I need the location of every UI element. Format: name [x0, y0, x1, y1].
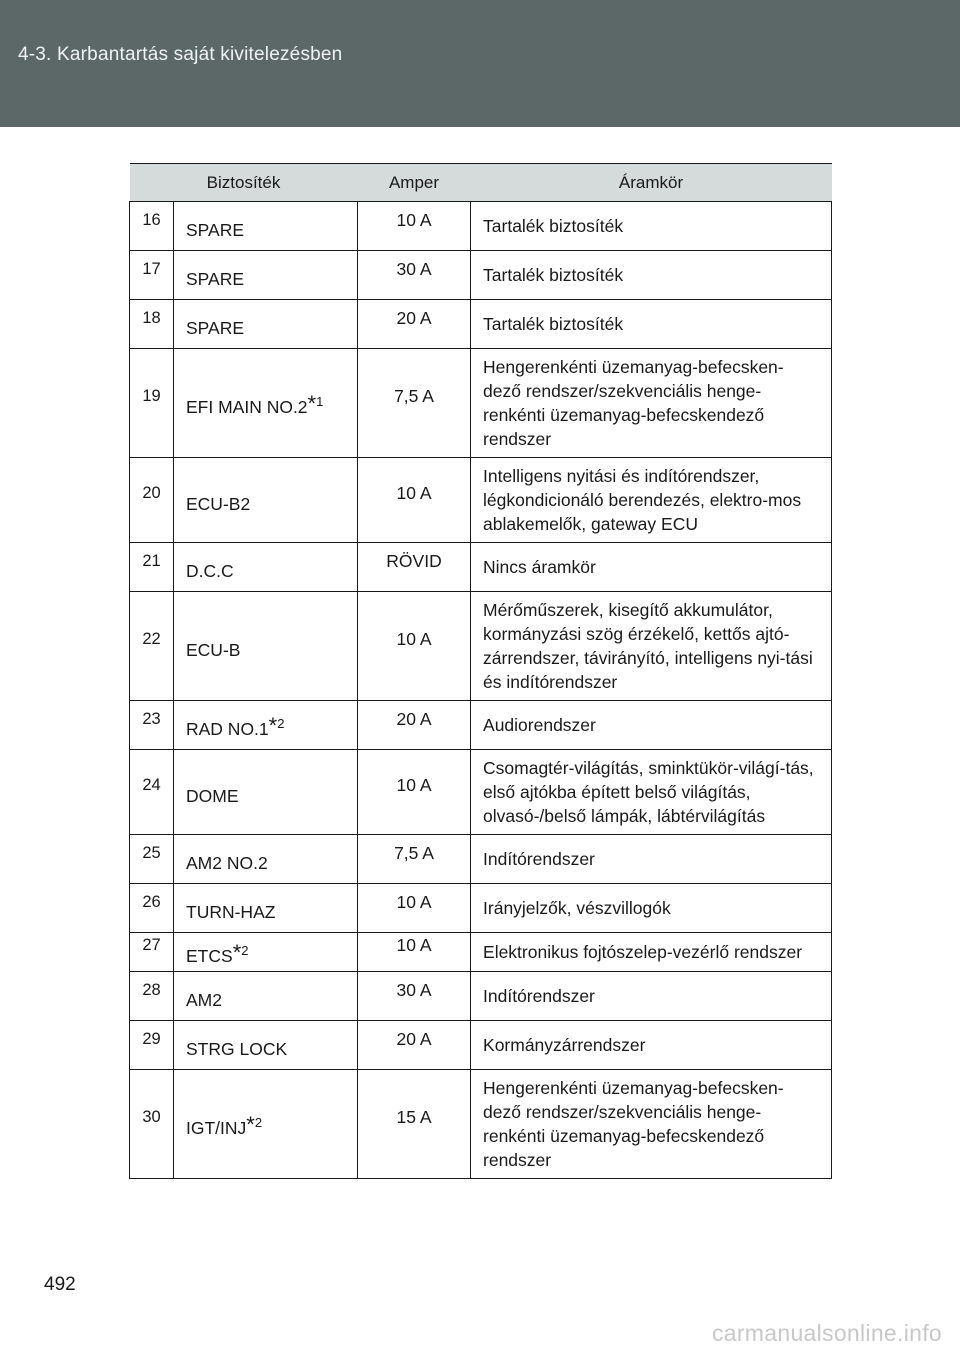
- column-header-circuit: Áramkör: [471, 164, 832, 202]
- watermark: carmanualsonline.info: [711, 1320, 942, 1346]
- fuse-number: 25: [130, 835, 174, 884]
- fuse-name-text: STRG LOCK: [186, 1039, 288, 1059]
- fuse-name: [174, 701, 358, 750]
- fuse-name-text: IGT/INJ: [186, 1118, 247, 1138]
- table-row: [130, 1070, 832, 1179]
- fuse-amperage: 10 A: [358, 592, 471, 701]
- fuse-amperage: 30 A: [358, 251, 471, 300]
- fuse-name-text: SPARE: [186, 318, 245, 338]
- table-row: [130, 1021, 832, 1070]
- fuse-number: 26: [130, 884, 174, 933]
- fuse-number: 23: [130, 701, 174, 750]
- table-row: [130, 933, 832, 972]
- table-row: [130, 458, 832, 543]
- fuse-number: 29: [130, 1021, 174, 1070]
- fuse-circuit: Audiorendszer: [471, 701, 832, 750]
- column-header-amper: Amper: [358, 164, 471, 202]
- fuse-name: [174, 251, 358, 300]
- fuse-amperage: 10 A: [358, 202, 471, 251]
- fuse-number: 27: [130, 933, 174, 972]
- fuse-number: 21: [130, 543, 174, 592]
- fuse-circuit: Tartalék biztosíték: [471, 251, 832, 300]
- fuse-amperage: 10 A: [358, 933, 471, 972]
- fuse-name-text: DOME: [186, 786, 239, 806]
- footnote-mark: 2: [254, 1115, 263, 1130]
- footnote-mark: 2: [277, 716, 285, 731]
- fuse-circuit: Hengerenkénti üzemanyag-befecsken-dező rendszer/szekvenciális henge-renkénti üzemanyag-befecskendező rendszer: [471, 1070, 832, 1179]
- fuse-name-text: EFI MAIN NO.2: [186, 397, 308, 417]
- fuse-name-text: SPARE: [186, 269, 245, 289]
- fuse-name: [174, 202, 358, 251]
- table-row: [130, 543, 832, 592]
- fuse-amperage: 10 A: [358, 750, 471, 835]
- table-row: [130, 251, 832, 300]
- header-band: [0, 0, 960, 127]
- fuse-name-text: SPARE: [186, 220, 245, 240]
- fuse-number: 28: [130, 972, 174, 1021]
- fuse-number: 18: [130, 300, 174, 349]
- table-body: [130, 202, 832, 1179]
- footnote-asterisk-icon: *: [268, 713, 278, 738]
- fuse-name: [174, 592, 358, 701]
- fuse-name-text: ETCS: [186, 946, 233, 966]
- footnote-mark: 2: [241, 943, 249, 958]
- fuse-number: 17: [130, 251, 174, 300]
- fuse-amperage: 10 A: [358, 458, 471, 543]
- fuse-amperage: 15 A: [358, 1070, 471, 1179]
- fuse-amperage: 7,5 A: [358, 835, 471, 884]
- section-title: 4-3. Karbantartás saját kivitelezésben: [18, 44, 343, 65]
- fuse-circuit: Irányjelzők, vészvillogók: [471, 884, 832, 933]
- footnote-mark: 1: [316, 394, 324, 409]
- fuse-number: 20: [130, 458, 174, 543]
- page-number: 492: [44, 1274, 76, 1295]
- fuse-name-text: AM2 NO.2: [186, 853, 268, 873]
- fuse-name: [174, 300, 358, 349]
- fuse-name: [174, 835, 358, 884]
- fuse-circuit: Tartalék biztosíték: [471, 202, 832, 251]
- fuse-number: 16: [130, 202, 174, 251]
- table-row: [130, 300, 832, 349]
- fuse-amperage: 7,5 A: [358, 349, 471, 458]
- fuse-amperage: 30 A: [358, 972, 471, 1021]
- fuse-name: [174, 458, 358, 543]
- table-row: [130, 349, 832, 458]
- fuse-name-text: TURN-HAZ: [186, 902, 276, 922]
- fuse-number: 22: [130, 592, 174, 701]
- fuse-amperage: 20 A: [358, 300, 471, 349]
- fuse-name: [174, 543, 358, 592]
- table-row: [130, 750, 832, 835]
- footnote-asterisk-icon: *: [232, 940, 242, 965]
- fuse-name-text: ECU-B2: [186, 494, 251, 514]
- fuse-name-text: ECU-B: [186, 640, 241, 660]
- fuse-name: [174, 972, 358, 1021]
- fuse-amperage: 20 A: [358, 1021, 471, 1070]
- fuse-circuit: Nincs áramkör: [471, 543, 832, 592]
- footnote-asterisk-icon: *: [307, 391, 317, 416]
- fuse-name: [174, 933, 358, 972]
- fuse-circuit: Elektronikus fojtószelep-vezérlő rendszer: [471, 933, 832, 972]
- fuse-name-text: D.C.C: [186, 561, 234, 581]
- fuse-circuit: Intelligens nyitási és indítórendszer, légkondicionáló berendezés, elektro-mos ablakemelők, gateway ECU: [471, 458, 832, 543]
- fuse-amperage: 10 A: [358, 884, 471, 933]
- fuse-circuit: Indítórendszer: [471, 972, 832, 1021]
- fuse-amperage: 20 A: [358, 701, 471, 750]
- fuse-amperage: RÖVID: [358, 543, 471, 592]
- fuse-circuit: Hengerenkénti üzemanyag-befecsken-dező rendszer/szekvenciális henge-renkénti üzemanyag-befecskendező rendszer: [471, 349, 832, 458]
- column-header-fuse: Biztosíték: [130, 164, 358, 202]
- fuse-name: [174, 1070, 358, 1179]
- table-header-row: [130, 164, 832, 202]
- fuse-number: 30: [130, 1070, 174, 1179]
- table-row: [130, 835, 832, 884]
- table-row: [130, 701, 832, 750]
- table-row: [130, 592, 832, 701]
- table-row: [130, 202, 832, 251]
- table-row: [130, 972, 832, 1021]
- fuse-circuit: Tartalék biztosíték: [471, 300, 832, 349]
- fuse-name: [174, 1021, 358, 1070]
- fuse-name: [174, 750, 358, 835]
- fuse-circuit: Mérőműszerek, kisegítő akkumulátor, kormányzási szög érzékelő, kettős ajtó-zárrendszer, távirányító, intelligens nyi-tási és indítórendszer: [471, 592, 832, 701]
- footnote-asterisk-icon: *: [246, 1112, 255, 1137]
- fuse-circuit: Kormányzárrendszer: [471, 1021, 832, 1070]
- fuse-name: [174, 349, 358, 458]
- fuse-circuit: Indítórendszer: [471, 835, 832, 884]
- table-row: [130, 884, 832, 933]
- fuse-number: 24: [130, 750, 174, 835]
- fuse-circuit: Csomagtér-világítás, sminktükör-világí-tás, első ajtókba épített belső világítás, olvasó-/belső lámpák, lábtérvilágítás: [471, 750, 832, 835]
- fuse-name: [174, 884, 358, 933]
- fuse-table: [129, 163, 832, 1179]
- fuse-name-text: RAD NO.1: [186, 719, 269, 739]
- fuse-number: 19: [130, 349, 174, 458]
- fuse-name-text: AM2: [186, 990, 222, 1010]
